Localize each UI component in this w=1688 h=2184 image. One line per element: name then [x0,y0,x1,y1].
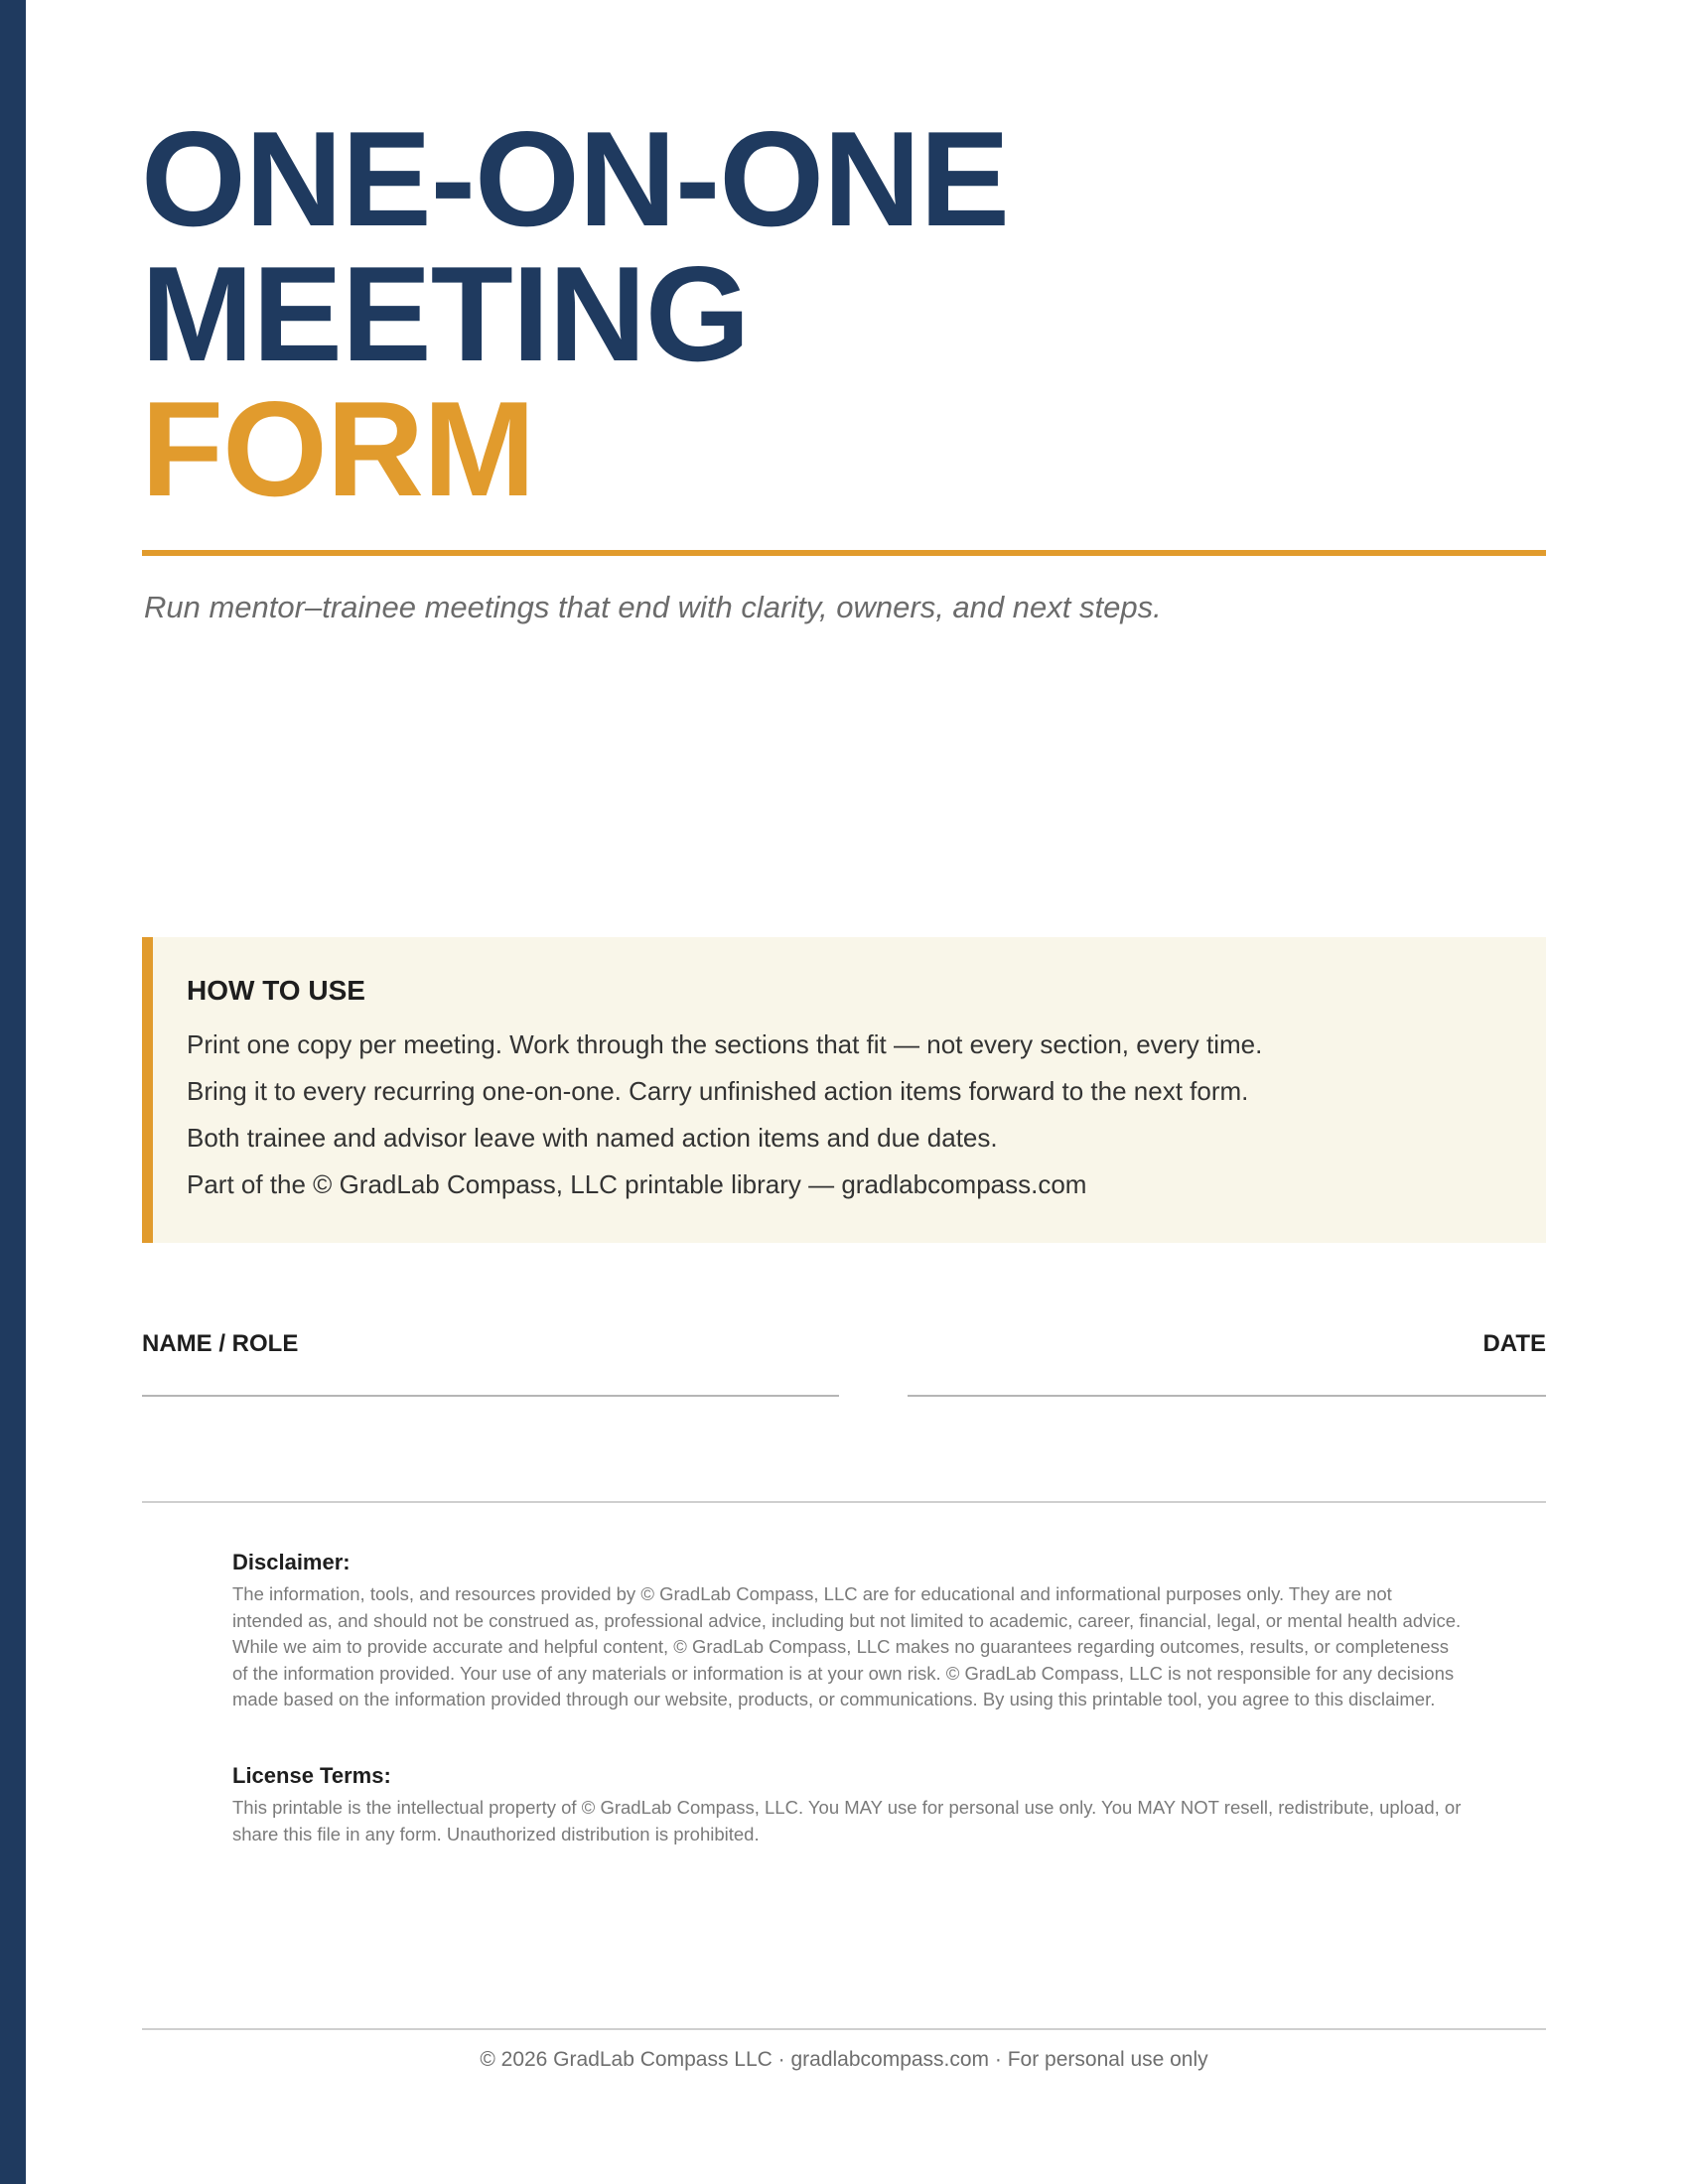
title-line-3: FORM [141,373,535,524]
date-line[interactable] [908,1395,1546,1397]
title-divider [142,550,1546,556]
how-to-use-item: Print one copy per meeting. Work through the sections that fit — not every section, every time. [187,1029,1263,1059]
title-line-1: ONE-ON-ONE [141,103,1009,254]
subtitle: Run mentor–trainee meetings that end with clarity, owners, and next steps. [144,590,1162,624]
license-section [232,1763,1464,1847]
disclaimer-section [232,1550,1464,1713]
name-role-line[interactable] [142,1395,839,1397]
how-to-use-item: Both trainee and advisor leave with named action items and due dates. [187,1123,998,1153]
disclaimer-body: The information, tools, and resources provided by © GradLab Compass, LLC are for educational and informational purposes only. They are not intended as, and should not be construed as, professional advice, including but not limited to academic, career, financial, legal, or mental health advice. While we aim to provide accurate and helpful content, © GradLab Compass, LLC makes no guarantees regarding outcomes, results, or completeness of the information provided. Your use of any materials or information is at your own risk. © GradLab Compass, LLC is not responsible for any decisions made based on the information provided through our website, products, or communications. By using this printable tool, you agree to this disclaimer. [232,1583,1462,1709]
license-heading: License Terms: [232,1763,391,1788]
title-line-2: MEETING [141,238,750,389]
left-accent-bar [0,0,26,2184]
name-role-label: NAME / ROLE [142,1330,299,1357]
how-to-use-heading: HOW TO USE [187,975,365,1006]
disclaimer-heading: Disclaimer: [232,1550,351,1574]
footer-text: © 2026 GradLab Compass LLC · gradlabcompass.com · For personal use only [480,2048,1208,2071]
footer-divider [142,2028,1546,2030]
date-label: DATE [1482,1330,1546,1357]
how-to-use-item: Bring it to every recurring one-on-one. Carry unfinished action items forward to the next form. [187,1076,1249,1106]
license-body: This printable is the intellectual property of © GradLab Compass, LLC. You MAY use for personal use only. You MAY NOT resell, redistribute, upload, or share this file in any form. Unauthorized distribution is prohibited. [232,1797,1462,1844]
how-to-use-callout [142,937,1546,1243]
how-to-use-item: Part of the © GradLab Compass, LLC printable library — gradlabcompass.com [187,1169,1087,1199]
section-divider [142,1501,1546,1503]
page-title [141,103,1009,524]
